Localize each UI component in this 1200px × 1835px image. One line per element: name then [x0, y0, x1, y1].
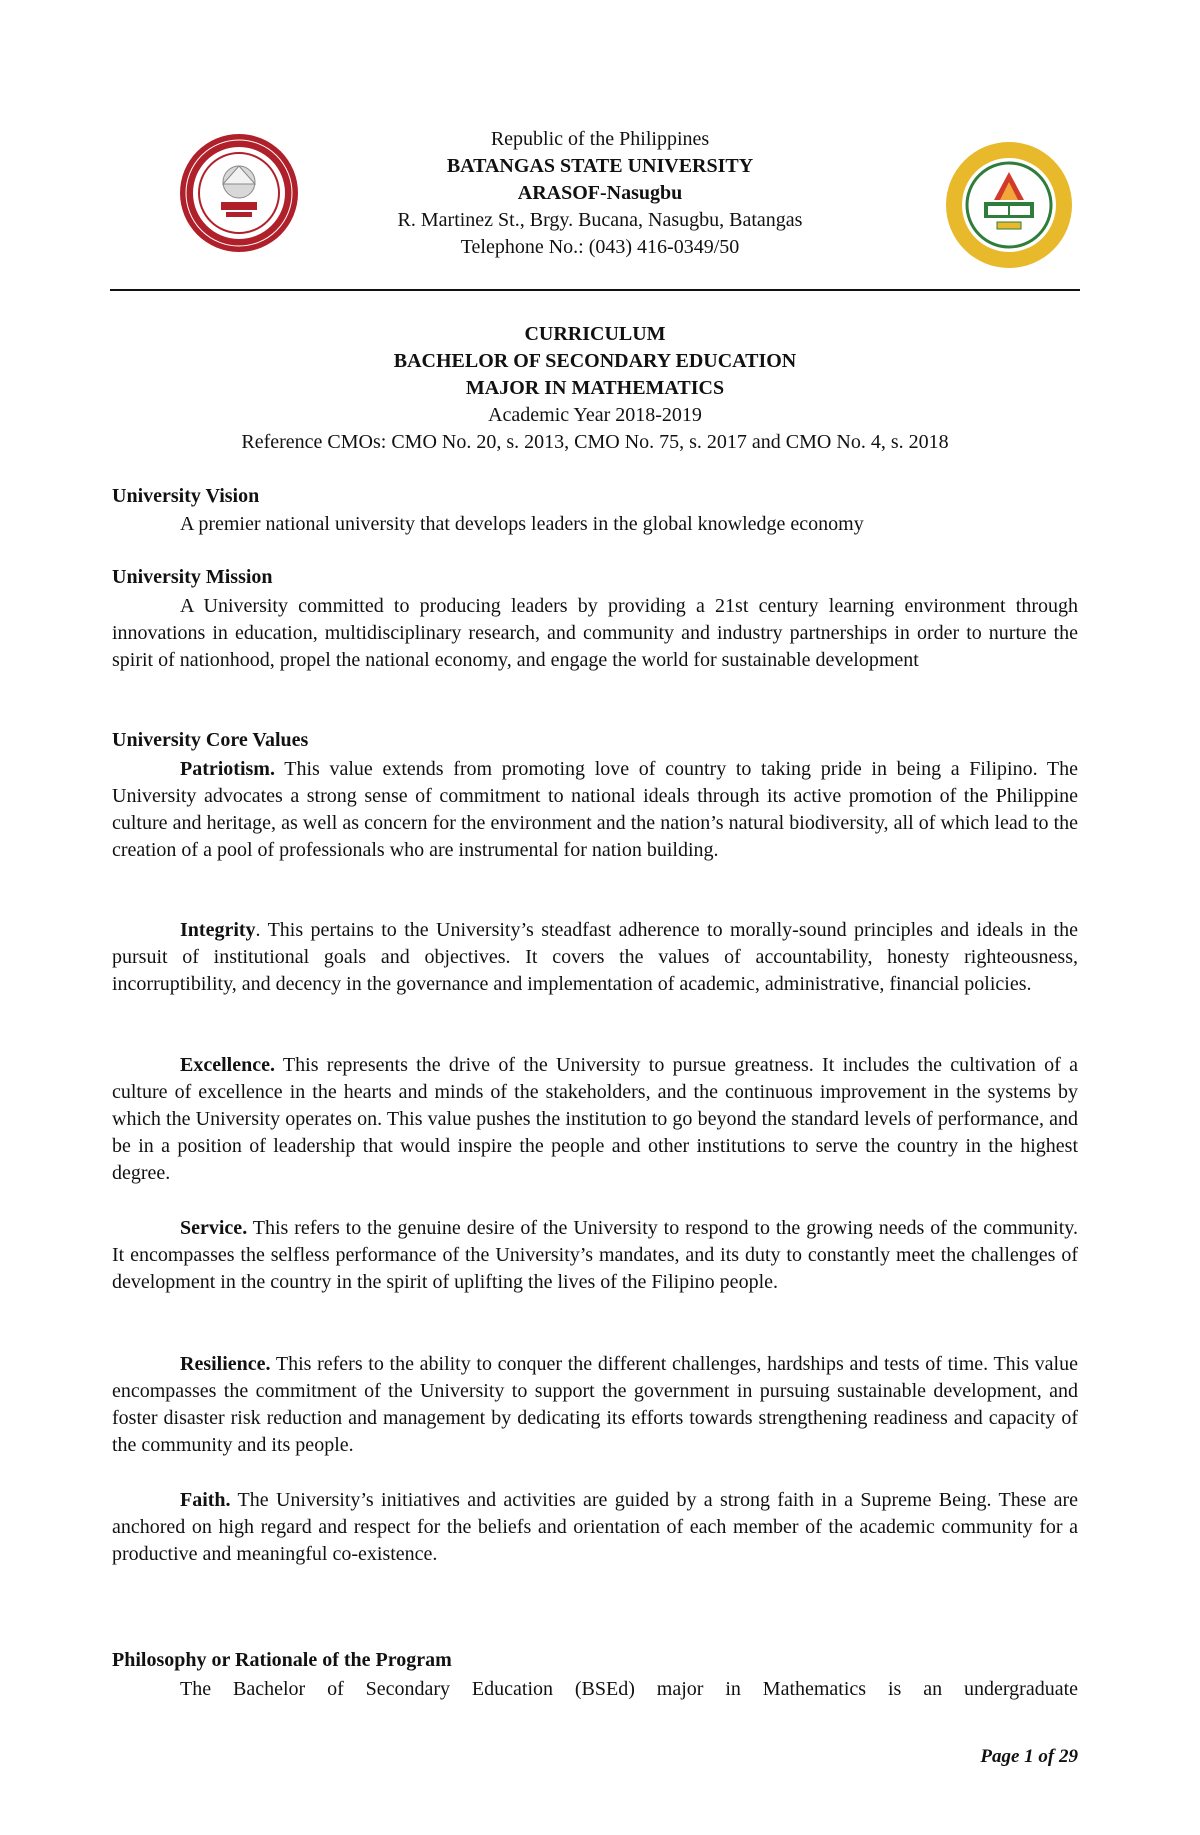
header-university-name: BATANGAS STATE UNIVERSITY	[446, 155, 754, 177]
header-republic: Republic of the Philippines	[490, 128, 710, 150]
core-value-term: Resilience.	[180, 1353, 271, 1375]
title-academic-year: Academic Year 2018-2019	[488, 404, 702, 426]
core-value-text: This refers to the ability to conquer the different challenges, hardships and tests of time. This value encompasses the commitment of the University to support the government in pursuing sustainable development, and foster disaster risk reduction and management by dedicating its efforts towards strengthening readiness and capacity of the community and its people.	[112, 1353, 1078, 1456]
page-number: Page 1 of 29	[980, 1746, 1078, 1767]
title-block	[110, 321, 1080, 456]
core-value-text: This represents the drive of the University to pursue greatness. It includes the cultivation of a culture of excellence in the hearts and minds of the stakeholders, and the continuous improvement in the systems by which the University operates on. This value pushes the institution to go beyond the standard levels of performance, and be in a position of leadership that would inspire the people and other institutions to serve the country in the highest degree.	[112, 1054, 1078, 1184]
core-value-service	[112, 1215, 1078, 1296]
title-program: BACHELOR OF SECONDARY EDUCATION	[393, 350, 797, 372]
title-major: MAJOR IN MATHEMATICS	[465, 377, 725, 399]
title-curriculum: CURRICULUM	[524, 323, 666, 345]
philosophy-text: The Bachelor of Secondary Education (BSEd) major in Mathematics is an undergraduate	[180, 1678, 1078, 1700]
core-value-term: Excellence.	[180, 1054, 275, 1076]
core-values-heading: University Core Values	[112, 729, 309, 751]
core-value-excellence	[112, 1052, 1078, 1187]
vision-heading: University Vision	[112, 485, 260, 507]
header-divider	[110, 289, 1080, 291]
header-telephone: Telephone No.: (043) 416-0349/50	[460, 236, 740, 258]
core-value-term: Integrity	[180, 919, 256, 941]
vision-text: A premier national university that develops leaders in the global knowledge economy	[180, 513, 864, 535]
mission-text: A University committed to producing leaders by providing a 21st century learning environment through innovations in education, multidisciplinary research, and community and industry partnerships in order to nurture the spirit of nationhood, propel the national economy, and engage the world for sustainable development	[112, 595, 1078, 671]
mission-heading: University Mission	[112, 566, 273, 588]
core-value-text: This value extends from promoting love of country to taking pride in being a Filipino. The University advocates a strong sense of commitment to national ideals through its active promotion of the Philippine culture and heritage, as well as concern for the environment and the nation’s natural biodiversity, all of which lead to the creation of a pool of professionals who are instrumental for nation building.	[112, 758, 1078, 861]
core-value-text: . This pertains to the University’s steadfast adherence to morally-sound principles and ideals in the pursuit of institutional goals and objectives. It covers the values of accountability, honesty righteousness, incorruptibility, and decency in the governance and implementation of academic, administrative, financial policies.	[112, 919, 1078, 995]
core-value-integrity	[112, 917, 1078, 998]
core-value-text: This refers to the genuine desire of the University to respond to the growing needs of the community. It encompasses the selfless performance of the University’s mandates, and its duty to constantly meet the challenges of development in the country in the spirit of uplifting the lives of the Filipino people.	[112, 1217, 1078, 1293]
core-value-term: Service.	[180, 1217, 248, 1239]
college-of-teacher-education-logo-icon	[944, 140, 1074, 270]
core-value-resilience	[112, 1351, 1078, 1459]
philosophy-heading: Philosophy or Rationale of the Program	[112, 1649, 452, 1671]
core-value-term: Faith.	[180, 1489, 231, 1511]
core-value-faith	[112, 1487, 1078, 1568]
core-value-patriotism	[112, 756, 1078, 864]
batangas-state-university-seal-icon	[178, 132, 300, 254]
core-value-term: Patriotism.	[180, 758, 275, 780]
core-value-text: The University’s initiatives and activities are guided by a strong faith in a Supreme Being. These are anchored on high regard and respect for the beliefs and orientation of each member of the academic community for a productive and meaningful co-existence.	[112, 1489, 1078, 1565]
title-reference-cmos: Reference CMOs: CMO No. 20, s. 2013, CMO No. 75, s. 2017 and CMO No. 4, s. 2018	[241, 431, 949, 453]
header-address: R. Martinez St., Brgy. Bucana, Nasugbu, Batangas	[397, 209, 803, 231]
header-campus: ARASOF-Nasugbu	[517, 182, 683, 204]
